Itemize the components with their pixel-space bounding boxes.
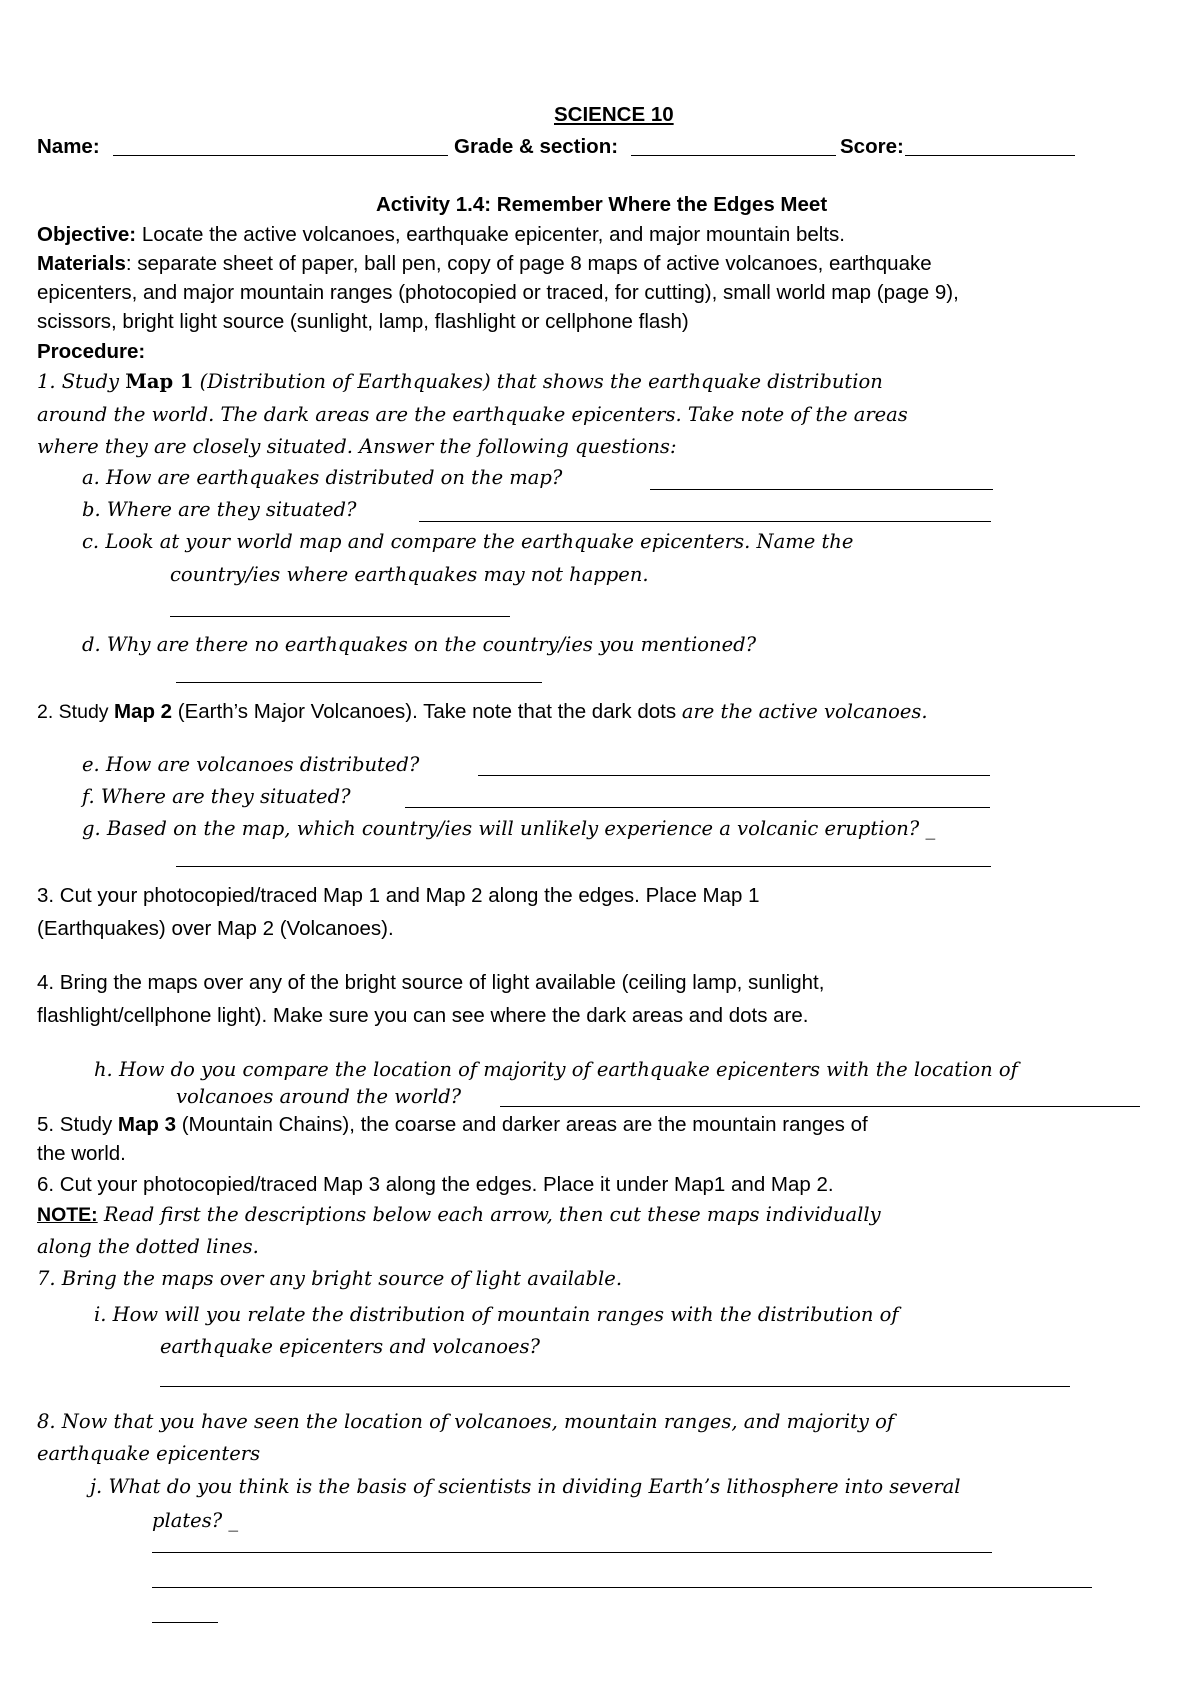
materials-line-3: scissors, bright light source (sunlight, lamp, flashlight or cellphone flash) <box>37 310 689 333</box>
note-label: NOTE: <box>37 1204 98 1226</box>
question-d: d. Why are there no earthquakes on the country/ies you mentioned? <box>82 633 757 656</box>
question-j-line-2: plates? _ <box>152 1509 239 1532</box>
answer-a-blank[interactable] <box>650 489 993 490</box>
map2-ref: Map 2 <box>113 700 173 723</box>
note-text: Read first the descriptions below each arrow, then cut these maps individually <box>97 1203 881 1226</box>
name-blank[interactable] <box>113 155 448 156</box>
answer-j-blank-1[interactable] <box>152 1552 992 1553</box>
answer-e-blank[interactable] <box>478 775 990 776</box>
answer-h-blank[interactable] <box>500 1106 1140 1107</box>
materials-label: Materials <box>37 252 126 275</box>
map3-ref: Map 3 <box>117 1113 177 1136</box>
grade-section-label: Grade & section: <box>454 135 619 158</box>
grade-section-blank[interactable] <box>631 155 836 156</box>
step8-line-1: 8. Now that you have seen the location of volcanoes, mountain ranges, and majority of <box>37 1410 895 1433</box>
answer-j-blank-2[interactable] <box>152 1587 1092 1588</box>
step4-line-2: flashlight/cellphone light). Make sure you can see where the dark areas and dots are. <box>37 1004 809 1027</box>
question-b: b. Where are they situated? <box>82 498 357 521</box>
question-a: a. How are earthquakes distributed on the map? <box>82 466 563 489</box>
step4-line-1: 4. Bring the maps over any of the bright source of light available (ceiling lamp, sunlight, <box>37 971 825 994</box>
question-i-line-2: earthquake epicenters and volcanoes? <box>160 1335 540 1358</box>
step5-line-2: the world. <box>37 1142 126 1165</box>
score-label: Score: <box>840 135 904 158</box>
procedure-label: Procedure: <box>37 340 146 363</box>
note-line-2: along the dotted lines. <box>37 1235 259 1258</box>
materials-text-1: : separate sheet of paper, ball pen, copy of page 8 maps of active volcanoes, earthquake <box>125 252 932 275</box>
step1-line-2: around the world. The dark areas are the earthquake epicenters. Take note of the areas <box>37 403 908 426</box>
answer-f-blank[interactable] <box>405 807 990 808</box>
question-i-line-1: i. How will you relate the distribution of mountain ranges with the distribution of <box>94 1303 899 1326</box>
question-j-line-1: j. What do you think is the basis of scientists in dividing Earth’s lithosphere into several <box>90 1475 961 1498</box>
materials-line-2: epicenters, and major mountain ranges (photocopied or traced, for cutting), small world map (page 9), <box>37 281 959 304</box>
objective-text: Locate the active volcanoes, earthquake epicenter, and major mountain belts. <box>136 223 845 246</box>
step5-line-1: 5. Study Map 3 (Mountain Chains), the coarse and darker areas are the mountain ranges of <box>37 1113 868 1136</box>
question-e: e. How are volcanoes distributed? <box>82 753 420 776</box>
score-blank[interactable] <box>905 155 1075 156</box>
objective-label: Objective: <box>37 223 137 246</box>
step1-line-1: 1. Study Map 1 (Distribution of Earthquakes) that shows the earthquake distribution <box>37 370 883 393</box>
answer-c-blank[interactable] <box>170 616 510 617</box>
answer-g-blank[interactable] <box>176 866 991 867</box>
question-h-line-1: h. How do you compare the location of majority of earthquake epicenters with the location of <box>94 1058 1018 1081</box>
question-c-line-1: c. Look at your world map and compare the earthquake epicenters. Name the <box>82 530 854 553</box>
answer-j-blank-3[interactable] <box>152 1622 218 1623</box>
question-h-line-2: volcanoes around the world? <box>176 1085 462 1108</box>
answer-d-blank[interactable] <box>176 682 542 683</box>
step1-line-3: where they are closely situated. Answer the following questions: <box>37 435 677 458</box>
step7-line-1: 7. Bring the maps over any bright source of light available. <box>37 1267 623 1290</box>
step3-line-2: (Earthquakes) over Map 2 (Volcanoes). <box>37 917 394 940</box>
answer-b-blank[interactable] <box>419 521 991 522</box>
step3-line-1: 3. Cut your photocopied/traced Map 1 and Map 2 along the edges. Place Map 1 <box>37 884 760 907</box>
page-title: SCIENCE 10 <box>554 103 674 126</box>
name-label: Name: <box>37 135 100 158</box>
question-g: g. Based on the map, which country/ies will unlikely experience a volcanic eruption? _ <box>82 817 936 840</box>
question-c-line-2: country/ies where earthquakes may not happen. <box>170 563 649 586</box>
activity-title: Activity 1.4: Remember Where the Edges Meet <box>376 193 828 216</box>
objective <box>37 222 845 248</box>
step6-line-1: 6. Cut your photocopied/traced Map 3 along the edges. Place it under Map1 and Map 2. <box>37 1173 834 1196</box>
materials-line-1 <box>37 251 932 277</box>
answer-i-blank[interactable] <box>160 1386 1070 1387</box>
note-line-1 <box>37 1202 881 1228</box>
question-f: f. Where are they situated? <box>82 785 351 808</box>
step2-line-1: 2. Study Map 2 (Earth’s Major Volcanoes). Take note that the dark dots are the active volcanoes. <box>37 700 928 723</box>
step8-line-2: earthquake epicenters <box>37 1442 261 1465</box>
map1-ref: Map 1 <box>125 370 194 393</box>
